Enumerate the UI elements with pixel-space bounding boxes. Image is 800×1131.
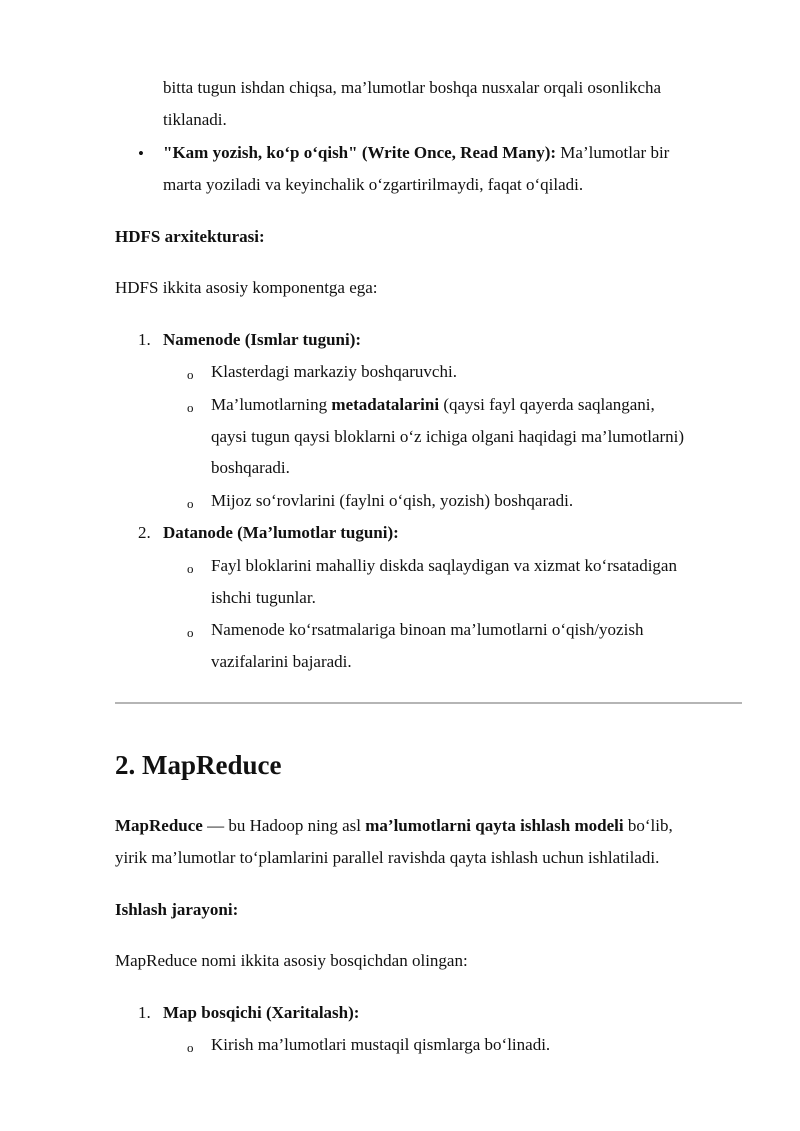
datanode-item: Namenode ko‘rsatmalariga binoan ma’lumotlarni o‘qish/yozish bbox=[211, 620, 644, 639]
bullet-continuation-line: tiklanadi. bbox=[163, 110, 227, 129]
mapreduce-intro-text: — bu Hadoop ning asl bbox=[202, 816, 366, 835]
write-once-text-line2: marta yoziladi va keyinchalik o‘zgartirilmaydi, faqat o‘qiladi. bbox=[163, 175, 584, 194]
write-once-term: "Kam yozish, ko‘p o‘qish" (Write Once, Read Many): bbox=[163, 143, 557, 162]
list-number: 2. bbox=[138, 523, 151, 542]
sub-bullet-marker: o bbox=[187, 400, 194, 415]
namenode-title-text: Namenode (Ismlar tuguni): bbox=[163, 330, 362, 349]
datanode-item: Fayl bloklarini mahalliy diskda saqlaydigan va xizmat ko‘rsatadigan bbox=[211, 556, 677, 575]
datanode-title-text: Datanode (Ma’lumotlar tuguni): bbox=[163, 523, 399, 542]
sub-bullet-marker: o bbox=[187, 367, 194, 382]
write-once-text: Ma’lumotlar bir bbox=[556, 143, 670, 162]
hdfs-architecture-heading-text: HDFS arxitekturasi: bbox=[115, 227, 265, 246]
mapreduce-intro-text: bo‘lib, bbox=[623, 816, 673, 835]
list-number: 1. bbox=[138, 330, 151, 349]
datanode-title bbox=[163, 523, 399, 543]
sub-bullet-marker: o bbox=[187, 1040, 194, 1055]
datanode-item-line2: vazifalarini bajaradi. bbox=[211, 652, 352, 671]
mapreduce-intro-paragraph bbox=[115, 816, 673, 836]
hdfs-architecture-heading bbox=[115, 227, 265, 247]
namenode-item-line2: qaysi tugun qaysi bloklarni o‘z ichiga olgani haqidagi ma’lumotlarni) bbox=[211, 427, 685, 446]
map-stage-item: Kirish ma’lumotlari mustaqil qismlarga bo‘linadi. bbox=[211, 1035, 551, 1054]
hdfs-intro-paragraph: HDFS ikkita asosiy komponentga ega: bbox=[115, 278, 378, 297]
namenode-item-text: Ma’lumotlarning bbox=[211, 395, 332, 414]
process-intro-paragraph: MapReduce nomi ikkita asosiy bosqichdan olingan: bbox=[115, 951, 468, 970]
namenode-item: Klasterdagi markaziy boshqaruvchi. bbox=[211, 362, 457, 381]
bullet-continuation-line: bitta tugun ishdan chiqsa, ma’lumotlar boshqa nusxalar orqali osonlikcha bbox=[163, 78, 662, 97]
write-once-bullet bbox=[163, 143, 669, 163]
mapreduce-intro-line2: yirik ma’lumotlar to‘plamlarini parallel ravishda qayta ishlash uchun ishlatiladi. bbox=[115, 848, 660, 867]
processing-model-term: ma’lumotlarni qayta ishlash modeli bbox=[365, 816, 624, 835]
namenode-title bbox=[163, 330, 361, 350]
sub-bullet-marker: o bbox=[187, 496, 194, 511]
mapreduce-term: MapReduce bbox=[115, 816, 203, 835]
datanode-item-line2: ishchi tugunlar. bbox=[211, 588, 316, 607]
process-heading-text: Ishlash jarayoni: bbox=[115, 900, 239, 919]
namenode-item-line3: boshqaradi. bbox=[211, 458, 290, 477]
namenode-item: Mijoz so‘rovlarini (faylni o‘qish, yozish) boshqaradi. bbox=[211, 491, 574, 510]
namenode-item-text: (qaysi fayl qayerda saqlangani, bbox=[439, 395, 655, 414]
sub-bullet-marker: o bbox=[187, 625, 194, 640]
process-heading bbox=[115, 900, 238, 920]
namenode-item bbox=[211, 395, 655, 415]
bullet-marker: • bbox=[138, 144, 144, 163]
section-divider bbox=[115, 702, 742, 704]
section-heading-mapreduce: 2. MapReduce bbox=[115, 750, 282, 780]
list-number: 1. bbox=[138, 1003, 151, 1022]
map-stage-title bbox=[163, 1003, 359, 1023]
metadata-term: metadatalarini bbox=[331, 395, 440, 414]
sub-bullet-marker: o bbox=[187, 561, 194, 576]
map-stage-title-text: Map bosqichi (Xaritalash): bbox=[163, 1003, 360, 1022]
